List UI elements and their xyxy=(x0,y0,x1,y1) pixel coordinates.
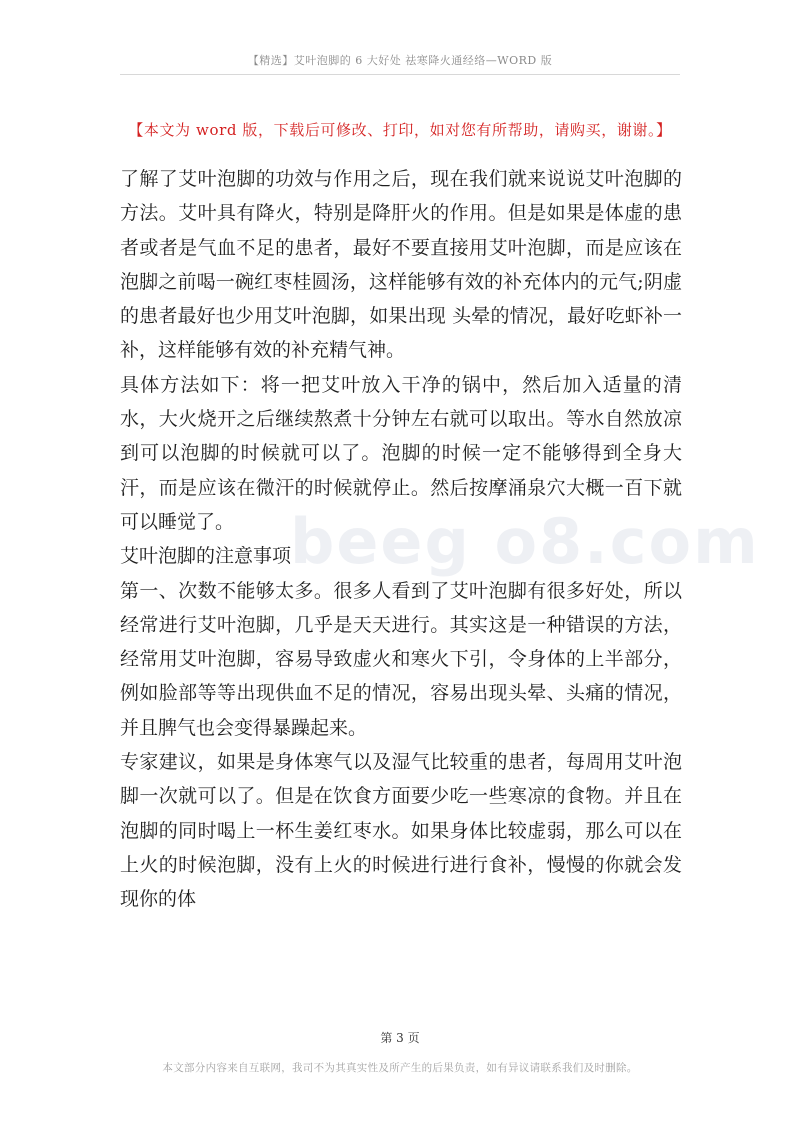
page-number: 第 3 页 xyxy=(380,1031,420,1045)
paragraph-method: 具体方法如下：将一把艾叶放入干净的锅中，然后加入适量的清水，大火烧开之后继续熬煮十分钟左右就可以取出。等水自然放凉到可以泡脚的时候就可以了。泡脚的时候一定不能够得到全身大汗，而是应该在微汗的时候就停止。然后按摩涌泉穴大概一百下就可以睡觉了。 xyxy=(120,373,682,533)
paragraph-precaution-one: 第一、次数不能够太多。很多人看到了艾叶泡脚有很多好处，所以经常进行艾叶泡脚，几乎是天天进行。其实这是一种错误的方法，经常用艾叶泡脚，容易导致虚火和寒火下引，令身体的上半部分，例如脸部等等出现供血不足的情况，容易出现头晕、头痛的情况，并且脾气也会变得暴躁起来。 xyxy=(120,579,682,739)
section-heading-precautions: 艾叶泡脚的注意事项 xyxy=(120,545,292,568)
red-notice: 【本文为 word 版，下载后可修改、打印，如对您有所帮助，请购买，谢谢。】 xyxy=(128,121,672,139)
watermark: beeg o8.com xyxy=(290,505,760,578)
article-body xyxy=(120,162,682,917)
paragraph-expert-advice: 专家建议，如果是身体寒气以及湿气比较重的患者，每周用艾叶泡脚一次就可以了。但是在饮食方面要少吃一些寒凉的食物。并且在泡脚的同时喝上一杯生姜红枣水。如果身体比较虚弱，那么可以在上火的时候泡脚，没有上火的时候进行进行食补，慢慢的你就会发现你的体 xyxy=(120,751,682,911)
paragraph-intro: 了解了艾叶泡脚的功效与作用之后，现在我们就来说说艾叶泡脚的方法。艾叶具有降火，特别是降肝火的作用。但是如果是体虚的患者或者是气血不足的患者，最好不要直接用艾叶泡脚，而是应该在泡脚之前喝一碗红枣桂圆汤，这样能够有效的补充体内的元气;阴虚的患者最好也少用艾叶泡脚，如果出现 头晕的情况，最好吃虾补一补，这样能够有效的补充精气神。 xyxy=(120,168,682,362)
header-divider xyxy=(120,74,680,75)
page-header: 【精选】艾叶泡脚的 6 大好处 祛寒降火通经络—WORD 版 xyxy=(247,54,553,67)
page-footer-disclaimer: 本文部分内容来自互联网，我司不为其真实性及所产生的后果负责，如有异议请联系我们及时删除。 xyxy=(162,1062,638,1074)
